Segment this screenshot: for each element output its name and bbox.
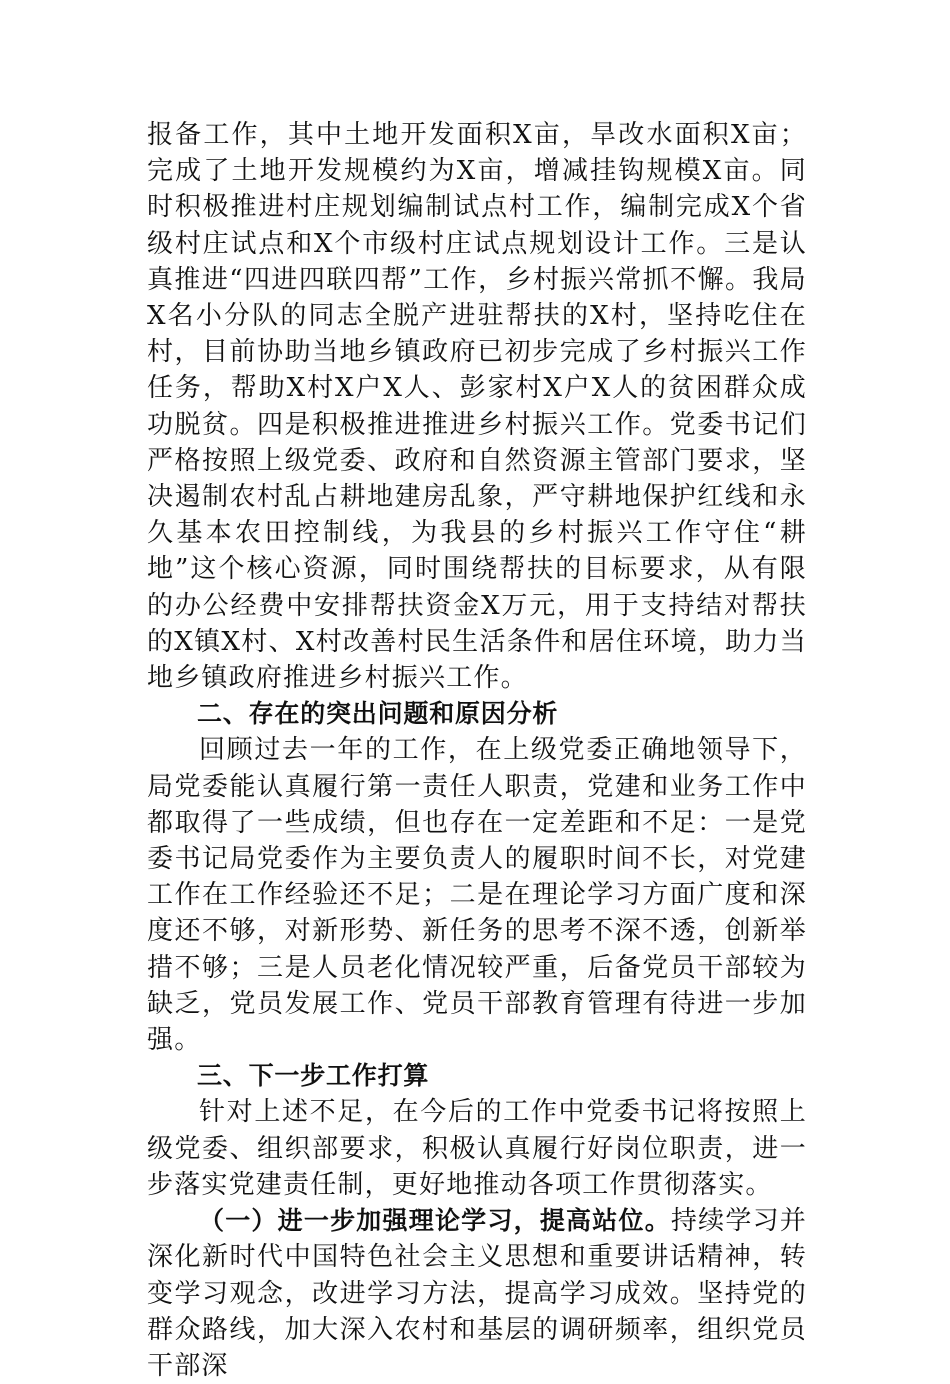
paragraph-theory-study: [147, 1203, 807, 1384]
paragraph-next-steps: 针对上述不足，在今后的工作中党委书记将按照上级党委、组织部要求，积极认真履行好岗位职责，进一步落实党建责任制，更好地推动各项工作贯彻落实。: [147, 1097, 807, 1200]
subsection-body: 持续学习并深化新时代中国特色社会主义思想和重要讲话精神，转变学习观念，改进学习方法，提高学习成效。坚持党的群众路线，加大深入农村和基层的调研频率，组织党员干部深: [147, 1206, 807, 1381]
subsection-lead: （一）进一步加强理论学习，提高站位。: [199, 1206, 671, 1236]
section-heading-problems: 二、存在的突出问题和原因分析: [197, 699, 559, 729]
document-body: [147, 117, 807, 1384]
paragraph-problems: 回顾过去一年的工作，在上级党委正确地领导下，局党委能认真履行第一责任人职责，党建和业务工作中都取得了一些成绩，但也存在一定差距和不足：一是党委书记局党委作为主要负责人的履职时间不长，对党建工作在工作经验还不足；二是在理论学习方面广度和深度还不够，对新形势、新任务的思考不深不透，创新举措不够；三是人员老化情况较严重，后备党员干部较为缺乏，党员发展工作、党员干部教育管理有待进一步加强。: [147, 735, 807, 1056]
section-heading-next-steps: 三、下一步工作打算: [197, 1061, 430, 1091]
paragraph-continued: 报备工作，其中土地开发面积X亩，旱改水面积X亩；完成了土地开发规模约为X亩，增减挂钩规模X亩。同时积极推进村庄规划编制试点村工作，编制完成X个省级村庄试点和X个市级村庄试点规划设计工作。三是认真推进“四进四联四帮”工作，乡村振兴常抓不懈。我局X名小分队的同志全脱产进驻帮扶的X村，坚持吃住在村，目前协助当地乡镇政府已初步完成了乡村振兴工作任务，帮助X村X户X人、彭家村X户X人的贫困群众成功脱贫。四是积极推进推进乡村振兴工作。党委书记们严格按照上级党委、政府和自然资源主管部门要求，坚决遏制农村乱占耕地建房乱象，严守耕地保护红线和永久基本农田控制线，为我县的乡村振兴工作守住“耕地”这个核心资源，同时围绕帮扶的目标要求，从有限的办公经费中安排帮扶资金X万元，用于支持结对帮扶的X镇X村、X村改善村民生活条件和居住环境，助力当地乡镇政府推进乡村振兴工作。: [147, 120, 807, 694]
